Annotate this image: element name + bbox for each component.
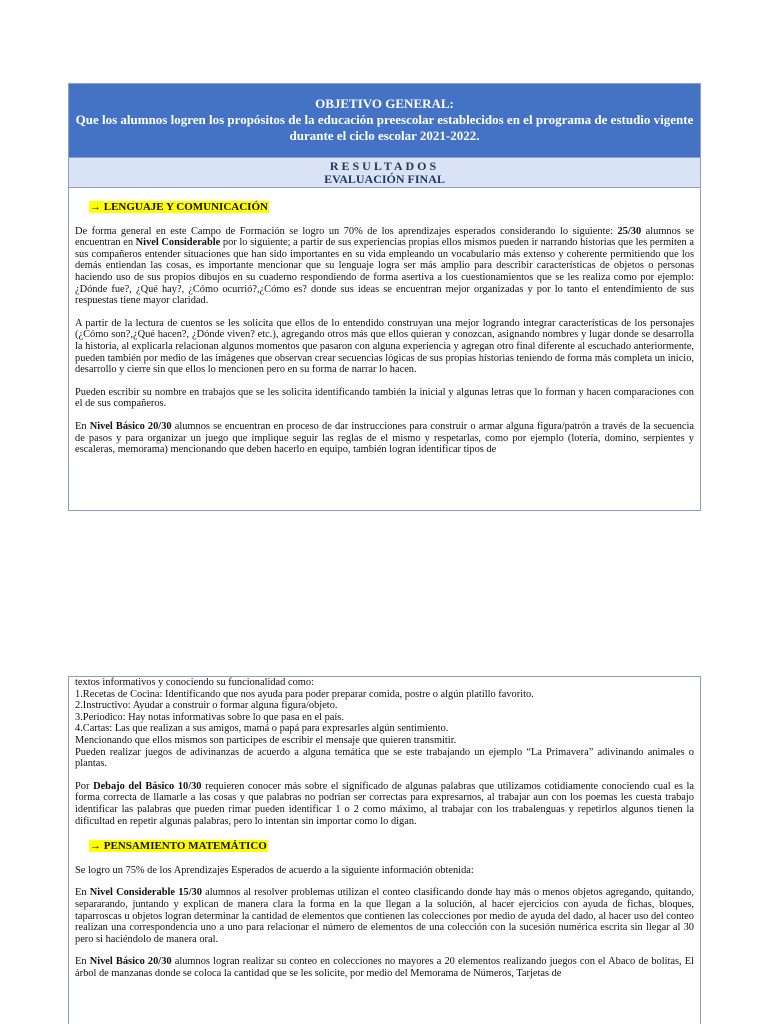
continuation-line: textos informativos y conociendo su funcionalidad como: — [75, 677, 314, 688]
lenguaje-paragraph-4: En Nivel Básico 20/30 alumnos se encuentran en proceso de dar instrucciones para construir o armar alguna figura/patrón a través de la secuencia de pasos y para organizar un juego que implique seguir las reglas de el mismo y respetarlas, como por ejemplo (lotería, domino, serpientes y escaleras, memorama) mencionando que deben hacerlo en equipo, también logran identificar tipos de — [75, 420, 695, 456]
objective-header — [69, 84, 700, 158]
objective-text: Que los alumnos logren los propósitos de la educación preescolar establecidos en el programa de estudio vigente durante el ciclo escolar 2021-2022. — [75, 112, 694, 143]
list-item: Mencionando que ellos mismos son participes de escribir el mensaje que quieren transmitir. — [75, 734, 457, 746]
debajo-basico-paragraph: Por Debajo del Básico 10/30 requieren conocer más sobre el significado de algunas palabras que utilizamos cotidiamente conociendo cual es la forma correcta de llamarle a las cosas y que palabras no podrían ser correctas para expresarnos, al trabajar aun con los poemas les cuesta trabajo identificar las palabras que pueden rimar pueden identificar 1 o 2 como máximo, al trabajar con los trabalenguas y repetirlos algunos tienen la dificultad en repetir algunas palabras, pero lo intentan sin importar como lo digan. — [75, 780, 694, 827]
list-item: 3.Periodico: Hay notas informativas sobre lo que pasa en el país. — [75, 711, 344, 723]
lenguaje-section — [69, 202, 700, 456]
text-types-list — [75, 677, 694, 747]
objective-title: OBJETIVO GENERAL: — [315, 96, 454, 111]
lenguaje-paragraph-1: De forma general en este Campo de Formación se logro un 70% de los aprendizajes esperados considerando lo siguiente: 25/30 alumnos se encuentran en Nivel Considerable por lo siguiente; a partir de sus experiencias propias ellos mismos pueden ir narrando historias que les permiten a sus compañeros entender situaciones que han sido importantes en su vida empleando un vocabulario más extenso y coherente permitiendo que los demás entiendan las cosas, es importante mencionar que su lenguaje logra ser más amplio para describir características de objetos o personas haciendo uso de sus propios dibujos en su cuaderno respondiendo de forma asertiva a los cuestionamientos que se les realiza como por ejemplo: ¿Dónde fue?, ¿Qué hay?, ¿Cómo ocurrió?,¿Cómo es? donde sus ideas se encuentran mejor organizadas y por lo tanto el entendimiento de sus respuestas tiene mayor claridad. — [75, 225, 694, 307]
adivinanzas-paragraph: Pueden realizar juegos de adivinanzas de acuerdo a alguna temática que se este trabajando un ejemplo “La Primavera” adivinando animales o plantas. — [75, 746, 694, 770]
list-item: 2.Instructivo: Ayudar a construir o formar alguna figura/objeto. — [75, 700, 338, 712]
document-page-top — [68, 83, 701, 511]
document-page-bottom — [68, 676, 701, 1024]
section-heading-matematico: → PENSAMIENTO MATEMÁTICO — [90, 840, 267, 853]
lenguaje-continuation — [69, 677, 700, 979]
lenguaje-paragraph-3: Pueden escribir su nombre en trabajos que se les solicita identificando también la inicial y algunas letras que lo forman y hacen comparaciones con el de sus compañeros. — [75, 386, 694, 410]
lenguaje-paragraph-2: A partir de la lectura de cuentos se les solicita que ellos de lo entendido construyan una mejor logrando integrar características de los personajes (¿Cómo son?,¿Qué hacen?, ¿Dónde viven? etc.), agregando otros más que ellos quieran y conozcan, asignando nombres y lugar donde se desarrolla la historia, al explicarla relacionan algunos momentos que pasaron con alguna experiencia y agregan otro final diferente al escuchado anteriormente, pueden también por medio de las imágenes que observan crear secuencias lógicas de sus propias historias teniendo de forma más completa un inicio, desarrollo y cierre sin que ellos lo mencionen pero en su forma de narrar lo hacen. — [75, 317, 694, 376]
results-subtitle: EVALUACIÓN FINAL — [324, 172, 445, 186]
matematico-paragraph-1: Se logro un 75% de los Aprendizajes Esperados de acuerdo a la siguiente información obtenida: — [75, 864, 474, 876]
list-item: 4.Cartas: Las que realizan a sus amigos, mamá o papá para expresarles algún sentimiento. — [75, 723, 449, 735]
results-header — [69, 158, 700, 188]
matematico-paragraph-3: En Nivel Básico 20/30 alumnos logran realizar su conteo en colecciones no mayores a 20 elementos realizando juegos con el Abaco de bolitas, El árbol de manzanas donde se coloca la cantidad que se les solicite, por medio del Memorama de Números, Tarjetas de — [75, 956, 695, 979]
matematico-paragraph-2: En Nivel Considerable 15/30 alumnos al resolver problemas utilizan el conteo clasificando donde hay más o menos objetos agregando, quitando, separarando, juntando y explican de manera clara la forma en la que llegan a la solución, al hacer ejercicios con ayuda de fichas, bloques, taparroscas u objetos logran determinar la cantidad de elementos que contienen las colecciones por medio de ayuda del dado, al hacer uso del conteo realizan una correspondencia uno a uno para relacionar el número de elementos de una colección con la sucesión numérica escrita sin llegar al 30 pero si haciéndolo de manera oral. — [75, 887, 694, 945]
results-title: RESULTADOS — [329, 159, 440, 173]
section-heading-lenguaje: → LENGUAJE Y COMUNICACIÓN — [90, 201, 268, 213]
list-item: 1.Recetas de Cocina: Identificando que nos ayuda para poder preparar comida, postre o algún platillo favorito. — [75, 688, 534, 700]
